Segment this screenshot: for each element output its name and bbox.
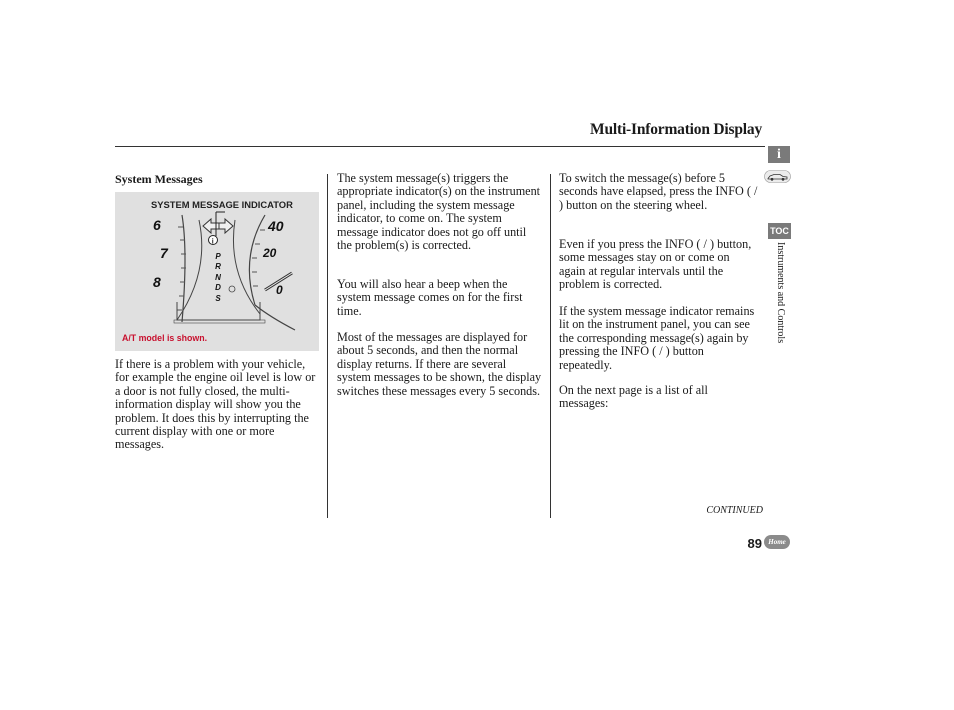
tach-number: 7 — [160, 245, 168, 261]
speed-number: 20 — [263, 246, 277, 260]
svg-text:i: i — [211, 238, 214, 246]
speed-number: 40 — [268, 218, 284, 234]
gear-position-indicator — [213, 252, 223, 304]
paragraph: Even if you press the INFO ( / ) button, some messages stay on or come on again at regular intervals until the problem is corrected. — [559, 237, 752, 292]
paragraph: To switch the message(s) before 5 seconds have elapsed, press the INFO ( / ) button on the steering wheel. — [559, 171, 758, 212]
turn-signal-left-icon — [203, 219, 219, 233]
page-title: Multi-Information Display — [590, 121, 762, 138]
tach-number: 8 — [153, 274, 161, 290]
gear-letter: S — [215, 293, 221, 303]
column-divider-2 — [550, 174, 551, 518]
home-button[interactable]: Home — [764, 535, 790, 549]
tach-number: 6 — [153, 217, 161, 233]
paragraph: Most of the messages are displayed for about 5 seconds, and then the normal display returns. If there are several system messages to be shown, the display switches these messages every 5 seconds. — [337, 330, 542, 398]
paragraph: If the system message indicator remains lit on the instrument panel, you can see the corresponding message(s) again by pressing the INFO ( / ) button repeatedly. — [559, 304, 755, 372]
speed-number: 0 — [276, 283, 283, 297]
page-number: 89 — [747, 536, 762, 551]
vehicle-index-button[interactable] — [764, 170, 791, 183]
column-divider-1 — [327, 174, 328, 518]
gear-letter: D — [215, 283, 221, 293]
continued-label: CONTINUED — [706, 505, 763, 516]
title-divider — [115, 146, 765, 147]
indicator-lamp-icon — [229, 286, 235, 292]
car-icon — [764, 170, 791, 183]
toc-button[interactable]: TOC — [768, 223, 791, 239]
intro-paragraph: If there is a problem with your vehicle, for example the engine oil level is low or a door is not fully closed, the multi-information display will show you the problem. It does this by interrupting the current display with one or more messages. — [115, 357, 316, 452]
figure-indicator-label: SYSTEM MESSAGE INDICATOR — [151, 199, 293, 210]
turn-signal-right-icon — [219, 219, 233, 233]
gear-letter: N — [215, 272, 221, 282]
gear-letter: P — [215, 252, 221, 261]
paragraph: You will also hear a beep when the system message comes on for the first time. — [337, 277, 523, 318]
section-heading: System Messages — [115, 172, 203, 186]
speedometer-arc — [249, 215, 265, 305]
section-tab-instruments-and-controls[interactable] — [772, 242, 786, 374]
instrument-panel-figure — [115, 192, 319, 351]
info-icon-button[interactable]: i — [768, 146, 790, 163]
gear-letter: R — [215, 262, 221, 272]
paragraph: On the next page is a list of all messages: — [559, 383, 708, 411]
paragraph: The system message(s) triggers the appropriate indicator(s) on the instrument panel, including the system message indicator, to come on. The system message indicator does not go off until the problem(s) is corrected. — [337, 171, 541, 253]
figure-caption: A/T model is shown. — [122, 333, 208, 343]
section-tab-label: Instruments and Controls — [775, 242, 786, 344]
